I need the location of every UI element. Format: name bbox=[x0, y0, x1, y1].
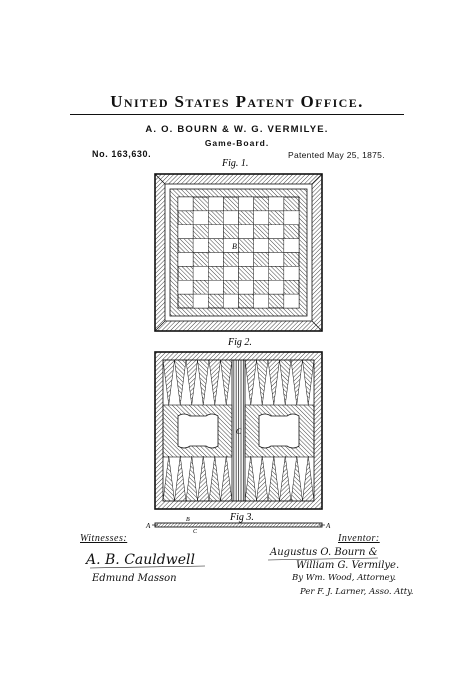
checker-square bbox=[178, 239, 193, 253]
patent-number: No. 163,630. bbox=[92, 149, 152, 159]
attorney-signature-2: Per F. J. Larner, Asso. Atty. bbox=[300, 587, 414, 597]
checker-square bbox=[239, 239, 254, 253]
checker-square bbox=[254, 211, 269, 225]
checker-square bbox=[223, 253, 238, 267]
witness-signature-2: Edmund Masson bbox=[92, 573, 177, 584]
checker-square bbox=[178, 211, 193, 225]
checker-square bbox=[284, 266, 299, 280]
inventors-line: A. O. BOURN & W. G. VERMILYE. bbox=[145, 124, 329, 135]
checker-square bbox=[193, 266, 208, 280]
checker-square bbox=[239, 253, 254, 267]
checker-square bbox=[254, 197, 269, 211]
checker-square bbox=[269, 239, 284, 253]
fig3-letter-right: A bbox=[326, 522, 331, 530]
checker-square bbox=[178, 225, 193, 239]
checker-square bbox=[254, 239, 269, 253]
checker-square bbox=[223, 197, 238, 211]
checker-square bbox=[208, 266, 223, 280]
checker-square bbox=[208, 280, 223, 294]
checker-square bbox=[269, 197, 284, 211]
right-panel-cartouche bbox=[259, 414, 299, 448]
checker-square bbox=[239, 225, 254, 239]
office-title: United States Patent Office. bbox=[110, 92, 364, 111]
checker-square bbox=[284, 197, 299, 211]
checker-square bbox=[208, 225, 223, 239]
checker-square bbox=[239, 211, 254, 225]
checker-square bbox=[178, 266, 193, 280]
checker-square bbox=[239, 266, 254, 280]
checker-square bbox=[269, 280, 284, 294]
checker-square bbox=[223, 225, 238, 239]
checker-square bbox=[284, 294, 299, 308]
checker-square bbox=[269, 225, 284, 239]
checker-square bbox=[269, 294, 284, 308]
checker-square bbox=[284, 239, 299, 253]
fig1-label: Fig. 1. bbox=[222, 158, 249, 169]
left-panel-cartouche bbox=[178, 414, 218, 448]
checker-square bbox=[193, 225, 208, 239]
checker-square bbox=[208, 253, 223, 267]
checker-square bbox=[223, 211, 238, 225]
checker-square bbox=[193, 239, 208, 253]
checker-square bbox=[284, 280, 299, 294]
checker-square bbox=[284, 225, 299, 239]
checker-square bbox=[239, 294, 254, 308]
checker-square bbox=[223, 266, 238, 280]
checker-square bbox=[178, 280, 193, 294]
checker-square bbox=[254, 294, 269, 308]
checker-square bbox=[178, 253, 193, 267]
checker-square bbox=[208, 239, 223, 253]
fig3-label: Fig 3. bbox=[230, 512, 254, 523]
checker-square bbox=[269, 211, 284, 225]
fig1-checkerboard bbox=[155, 174, 322, 331]
witnesses-heading: Witnesses: bbox=[80, 533, 128, 544]
fig1-letter: B bbox=[232, 242, 237, 251]
checker-square bbox=[208, 211, 223, 225]
checker-square bbox=[193, 294, 208, 308]
checker-square bbox=[193, 280, 208, 294]
checker-square bbox=[223, 280, 238, 294]
fig2-letter: C bbox=[236, 427, 242, 436]
checker-square bbox=[223, 294, 238, 308]
checker-square bbox=[254, 253, 269, 267]
checker-square bbox=[254, 225, 269, 239]
fig3-letter-c: C bbox=[193, 529, 198, 535]
checker-square bbox=[254, 266, 269, 280]
attorney-signature-1: By Wm. Wood, Attorney. bbox=[292, 573, 397, 583]
checker-square bbox=[193, 197, 208, 211]
checker-square bbox=[284, 253, 299, 267]
checker-square bbox=[193, 211, 208, 225]
checker-square bbox=[208, 294, 223, 308]
checker-square bbox=[239, 280, 254, 294]
checker-square bbox=[239, 197, 254, 211]
checker-square bbox=[193, 253, 208, 267]
inventor-heading: Inventor: bbox=[338, 533, 380, 544]
checker-square bbox=[254, 280, 269, 294]
checker-square bbox=[208, 197, 223, 211]
fig2-label: Fig 2. bbox=[228, 337, 252, 348]
checker-square bbox=[178, 197, 193, 211]
fig3-letter-b: B bbox=[186, 517, 190, 523]
inventor-signature-2: William G. Vermilye. bbox=[296, 560, 400, 571]
checker-square bbox=[178, 294, 193, 308]
patent-date: Patented May 25, 1875. bbox=[288, 150, 385, 160]
fig3-letter-left: A bbox=[146, 522, 151, 530]
checker-squares bbox=[178, 197, 299, 308]
witness-signature-1: A. B. Cauldwell bbox=[86, 552, 195, 568]
invention-subject: Game-Board. bbox=[204, 138, 270, 148]
inventor-signature-1: Augustus O. Bourn & bbox=[270, 547, 378, 558]
fig2-backgammon-board bbox=[155, 352, 322, 509]
checker-square bbox=[284, 211, 299, 225]
checker-square bbox=[269, 266, 284, 280]
checker-square bbox=[269, 253, 284, 267]
